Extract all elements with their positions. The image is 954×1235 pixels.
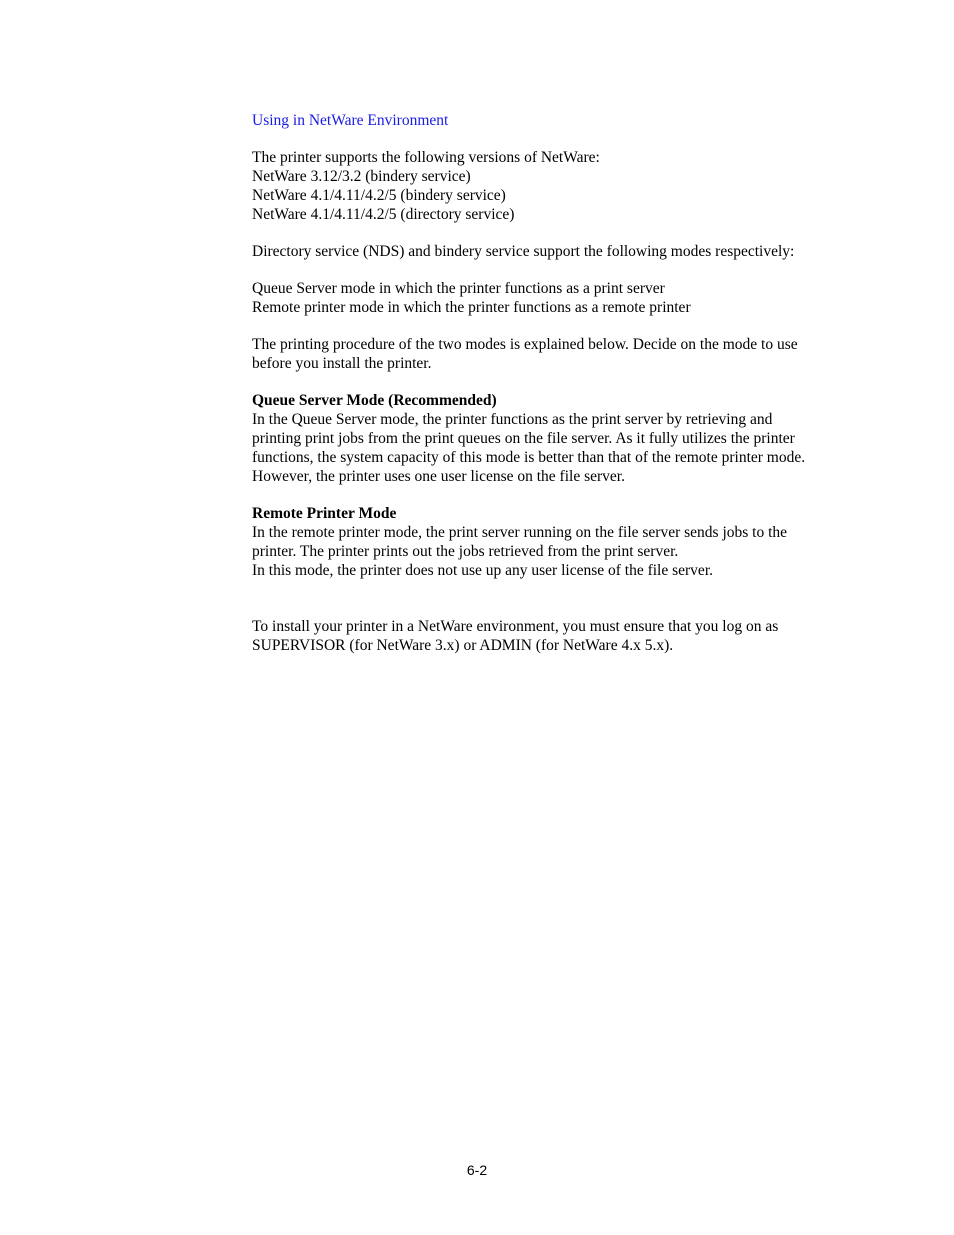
mode-item: Queue Server mode in which the printer functions as a print server: [252, 280, 665, 297]
version-item: NetWare 4.1/4.11/4.2/5 (bindery service): [252, 187, 506, 204]
version-item: NetWare 3.12/3.2 (bindery service): [252, 168, 471, 185]
remote-printer-heading: Remote Printer Mode: [252, 505, 397, 522]
version-item: NetWare 4.1/4.11/4.2/5 (directory service): [252, 206, 515, 223]
queue-server-heading: Queue Server Mode (Recommended): [252, 392, 497, 409]
modes-intro: Directory service (NDS) and bindery service support the following modes respectively:: [252, 243, 795, 260]
remote-printer-section: [252, 504, 818, 580]
procedure-note: The printing procedure of the two modes is explained below. Decide on the mode to use before you install the printer.: [252, 336, 798, 372]
section-title[interactable]: Using in NetWare Environment: [252, 112, 449, 129]
queue-server-section: [252, 391, 818, 486]
document-body: [252, 111, 818, 673]
remote-printer-license-note: In this mode, the printer does not use up any user license of the file server.: [252, 562, 713, 579]
remote-printer-body: In the remote printer mode, the print server running on the file server sends jobs to the printer. The printer prints out the jobs retrieved from the print server.: [252, 524, 788, 560]
versions-block: [252, 148, 818, 224]
install-note: To install your printer in a NetWare environment, you must ensure that you log on as SUPERVISOR (for NetWare 3.x) or ADMIN (for NetWare 4.x 5.x).: [252, 618, 779, 654]
queue-server-body: In the Queue Server mode, the printer functions as the print server by retrieving and printing print jobs from the print queues on the file server. As it fully utilizes the printer functions, the system capacity of this mode is better than that of the remote printer mode. However, the printer uses one user license on the file server.: [252, 411, 806, 485]
modes-list: [252, 279, 818, 317]
versions-intro: The printer supports the following versions of NetWare:: [252, 149, 600, 166]
mode-item: Remote printer mode in which the printer functions as a remote printer: [252, 299, 691, 316]
page-number: 6-2: [466, 1162, 488, 1178]
